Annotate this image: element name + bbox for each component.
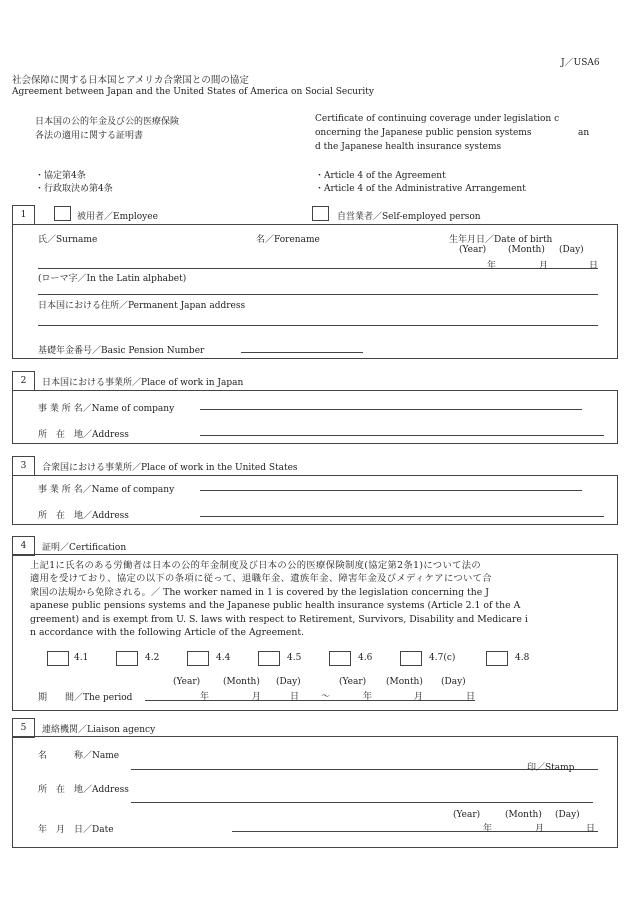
- certification-text: [30, 559, 614, 639]
- employee-checkbox[interactable]: [54, 206, 71, 221]
- cert-line-4: apanese public pensions systems and the Japanese public health insurance systems (Article 2.1 of the A: [30, 600, 521, 612]
- cert-line-1: 上記1に氏名のある労働者は日本の公的年金制度及び日本の公的医療保険制度(協定第2条1)について法の: [30, 560, 482, 571]
- period-start-year-unit: 年: [200, 692, 210, 702]
- article-4-6-checkbox[interactable]: [329, 651, 351, 666]
- period-end-day-unit: 日: [466, 692, 476, 702]
- period-start-day-label: (Day): [276, 677, 301, 687]
- pension-number-label: 基礎年金番号／Basic Pension Number: [38, 346, 205, 356]
- us-work-address-label: 所 在 地／Address: [38, 511, 129, 521]
- title-jp: 社会保障に関する日本国とアメリカ合衆国との間の協定: [12, 75, 249, 86]
- date-label: 年 月 日／Date: [38, 825, 114, 835]
- article-4-1-checkbox[interactable]: [47, 651, 69, 666]
- latin-label: (ローマ字／In the Latin alphabet): [38, 274, 187, 284]
- period-label: 期 間／The period: [38, 693, 133, 703]
- article-4-4-checkbox[interactable]: [187, 651, 209, 666]
- dob-month-unit: 月: [539, 261, 549, 271]
- cert-line-6: n accordance with the following Article of the Agreement.: [30, 627, 305, 639]
- dob-year-unit: 年: [487, 261, 497, 271]
- us-work-address-input-line[interactable]: [200, 516, 604, 517]
- japan-address-label: 日本国における住所／Permanent Japan address: [38, 301, 246, 311]
- period-end-month-label: (Month): [386, 677, 423, 687]
- dob-month-label: (Month): [508, 245, 545, 255]
- section-2-number: 2: [12, 371, 35, 391]
- us-company-label: 事 業 所 名／Name of company: [38, 485, 175, 495]
- section-2-title: 日本国における事業所／Place of work in Japan: [42, 378, 244, 388]
- japan-work-address-label: 所 在 地／Address: [38, 430, 129, 440]
- latin-input-line[interactable]: [38, 294, 598, 295]
- form-code: J／USA6: [561, 58, 600, 68]
- period-end-year-label: (Year): [339, 677, 367, 687]
- section-5-title: 連絡機関／Liaison agency: [42, 725, 156, 735]
- japan-company-label: 事 業 所 名／Name of company: [38, 404, 175, 414]
- section-5-number: 5: [12, 718, 35, 738]
- section-4-title: 証明／Certification: [42, 543, 127, 553]
- article-en-2: ・Article 4 of the Administrative Arrangement: [315, 184, 526, 194]
- period-input-line[interactable]: [145, 700, 475, 701]
- date-day-label: (Day): [555, 810, 580, 820]
- period-start-year-label: (Year): [173, 677, 201, 687]
- cert-en-2: oncerning the Japanese public pension systems: [315, 128, 532, 138]
- article-4-2-checkbox[interactable]: [116, 651, 138, 666]
- dob-day-unit: 日: [589, 261, 599, 271]
- cert-line-2: 適用を受けており、協定の以下の条項に従って、退職年金、遺族年金、障害年金及びメディケアについて合: [30, 573, 492, 585]
- period-start-day-unit: 日: [290, 692, 300, 702]
- japan-company-input-line[interactable]: [200, 409, 582, 410]
- date-day-unit: 日: [586, 824, 596, 834]
- article-option-label: 4.4: [216, 653, 231, 663]
- period-tilde: ～: [321, 692, 331, 702]
- article-option-label: 4.7(c): [429, 653, 456, 663]
- us-company-input-line[interactable]: [200, 490, 582, 491]
- cert-en-2b: an: [578, 128, 590, 138]
- article-option-label: 4.8: [515, 653, 530, 663]
- cert-jp-2: 各法の適用に関する証明書: [35, 131, 144, 141]
- dob-year-label: (Year): [459, 245, 487, 255]
- dob-day-label: (Day): [559, 245, 584, 255]
- cert-en-1: Certificate of continuing coverage under legislation c: [315, 114, 560, 124]
- self-employed-label: 自営業者／Self-employed person: [337, 212, 481, 222]
- section-4-number: 4: [12, 536, 35, 556]
- period-start-month-label: (Month): [223, 677, 260, 687]
- article-jp-1: ・協定第4条: [35, 171, 86, 181]
- section-3-title: 合衆国における事業所／Place of work in the United States: [42, 463, 298, 473]
- period-end-year-unit: 年: [363, 692, 373, 702]
- stamp-label: 印／Stamp: [527, 763, 575, 773]
- date-year-unit: 年: [483, 824, 493, 834]
- self-employed-checkbox[interactable]: [312, 206, 329, 221]
- date-year-label: (Year): [453, 810, 481, 820]
- article-option-label: 4.2: [145, 653, 160, 663]
- article-option-label: 4.1: [74, 653, 89, 663]
- agency-address-label: 所 在 地／Address: [38, 785, 129, 795]
- cert-jp-1: 日本国の公的年金及び公的医療保険: [35, 117, 180, 127]
- agency-name-label: 名 称／Name: [38, 751, 120, 761]
- agency-address-input-line[interactable]: [131, 802, 593, 803]
- period-end-month-unit: 月: [414, 692, 424, 702]
- pension-number-input-line[interactable]: [241, 352, 363, 353]
- date-month-label: (Month): [505, 810, 542, 820]
- cert-en-3: d the Japanese health insurance systems: [315, 142, 502, 152]
- period-start-month-unit: 月: [252, 692, 262, 702]
- employee-label: 被用者／Employee: [77, 212, 158, 222]
- title-en: Agreement between Japan and the United States of America on Social Security: [12, 87, 374, 97]
- name-input-line[interactable]: [38, 268, 598, 269]
- article-4-8-checkbox[interactable]: [486, 651, 508, 666]
- article-4-5-checkbox[interactable]: [258, 651, 280, 666]
- article-4-7c-checkbox[interactable]: [400, 651, 422, 666]
- dob-label: 生年月日／Date of birth: [449, 235, 553, 245]
- cert-line-3: 衆国の法規から免除される。／ The worker named in 1 is covered by the legislation concerning the J: [30, 586, 489, 598]
- article-option-label: 4.5: [287, 653, 302, 663]
- section-1-number: 1: [12, 205, 35, 225]
- japan-address-input-line[interactable]: [38, 325, 598, 326]
- section-3-number: 3: [12, 456, 35, 476]
- date-month-unit: 月: [535, 824, 545, 834]
- cert-line-5: greement) and is exempt from U. S. laws with respect to Retirement, Survivors, Disability and Medicare i: [30, 613, 528, 625]
- article-en-1: ・Article 4 of the Agreement: [315, 171, 446, 181]
- article-option-label: 4.6: [358, 653, 373, 663]
- japan-work-address-input-line[interactable]: [200, 435, 604, 436]
- surname-label: 氏／Surname: [38, 235, 98, 245]
- forename-label: 名／Forename: [256, 235, 320, 245]
- article-jp-2: ・行政取決め第4条: [35, 184, 113, 194]
- period-end-day-label: (Day): [441, 677, 466, 687]
